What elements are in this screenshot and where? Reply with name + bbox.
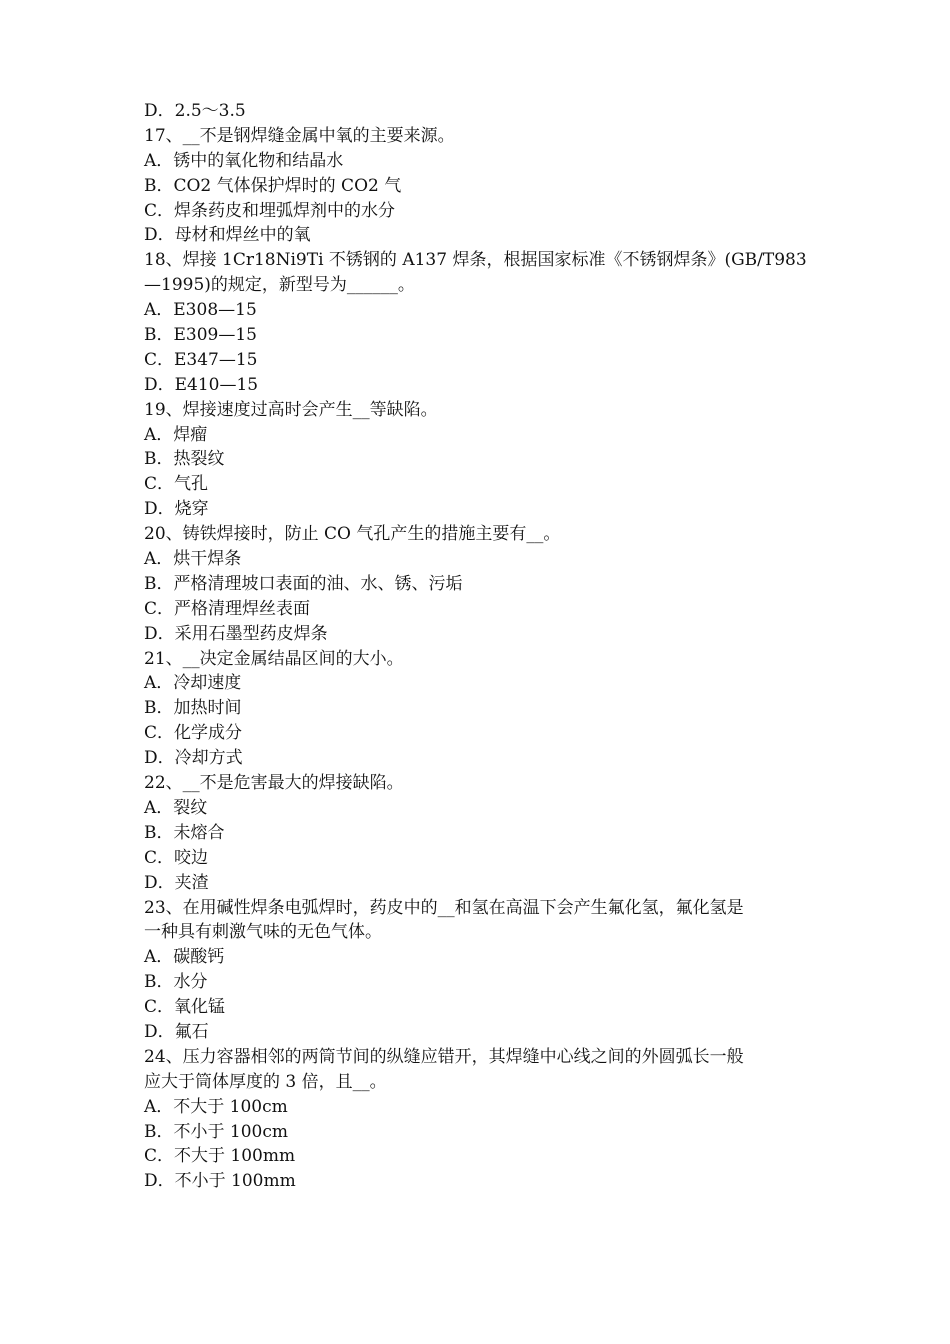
question-17: 17、__不是钢焊缝金属中氧的主要来源。 [144, 125, 455, 146]
option-b-line: B．热裂纹 [144, 449, 225, 470]
option-a-line: A．裂纹 [144, 797, 208, 818]
option-a-line: A．锈中的氧化物和结晶水 [144, 150, 344, 171]
option-b-line: B．严格清理坡口表面的油、水、锈、污垢 [144, 573, 463, 594]
option-b-line: B．水分 [144, 972, 208, 993]
option-d-line: D．采用石墨型药皮焊条 [144, 623, 328, 644]
option-c-line: C．严格清理焊丝表面 [144, 598, 311, 619]
question-24-cont: 应大于筒体厚度的 3 倍，且__。 [144, 1071, 387, 1092]
option-d-line: D．2.5～3.5 [144, 101, 246, 121]
question-23-cont: 一种具有刺激气味的无色气体。 [144, 922, 382, 943]
option-b-line: B．未熔合 [144, 822, 225, 843]
option-b-line: B．不小于 100cm [144, 1121, 288, 1142]
question-21: 21、__决定金属结晶区间的大小。 [144, 648, 404, 669]
option-c-line: C．化学成分 [144, 723, 243, 744]
document-page [144, 99, 814, 1194]
option-c-line: C．氧化锰 [144, 997, 226, 1018]
option-a-line: A．不大于 100cm [144, 1096, 288, 1117]
question-18: 18、焊接 1Cr18Ni9Ti 不锈钢的 A137 焊条，根据国家标准《不锈钢焊条》(GB/T983 [144, 250, 807, 271]
option-a-line: A．碳酸钙 [144, 947, 225, 968]
option-c-line: C．焊条药皮和埋弧焊剂中的水分 [144, 200, 396, 221]
option-c-line: C．E347—15 [144, 349, 258, 370]
option-d-line: D．冷却方式 [144, 748, 243, 769]
option-a-line: A．冷却速度 [144, 673, 242, 694]
question-24: 24、压力容器相邻的两筒节间的纵缝应错开，其焊缝中心线之间的外圆弧长一般 [144, 1046, 744, 1067]
option-a-line: A．烘干焊条 [144, 549, 242, 570]
option-c-line: C．咬边 [144, 847, 209, 868]
option-b-line: B．CO2 气体保护焊时的 CO2 气 [144, 175, 402, 196]
option-d-line: D．母材和焊丝中的氧 [144, 225, 311, 246]
question-20: 20、铸铁焊接时，防止 CO 气孔产生的措施主要有__。 [144, 524, 561, 545]
option-c-line: C．气孔 [144, 474, 209, 495]
option-d-line: D．不小于 100mm [144, 1171, 296, 1192]
option-a-line: A．焊瘤 [144, 424, 208, 445]
question-22: 22、__不是危害最大的焊接缺陷。 [144, 773, 404, 794]
option-c-line: C．不大于 100mm [144, 1146, 296, 1167]
option-d-line: D．夹渣 [144, 872, 209, 893]
option-d-line: D．氟石 [144, 1021, 209, 1042]
question-19: 19、焊接速度过高时会产生__等缺陷。 [144, 399, 438, 420]
option-b-line: B．加热时间 [144, 698, 242, 719]
question-18-cont: —1995)的规定，新型号为______。 [144, 275, 415, 296]
question-23: 23、在用碱性焊条电弧焊时，药皮中的__和氢在高温下会产生氟化氢，氟化氢是 [144, 897, 744, 918]
option-a-line: A．E308—15 [144, 300, 257, 321]
option-d-line: D．烧穿 [144, 499, 209, 520]
option-b-line: B．E309—15 [144, 325, 257, 346]
option-d-line: D．E410—15 [144, 374, 259, 395]
